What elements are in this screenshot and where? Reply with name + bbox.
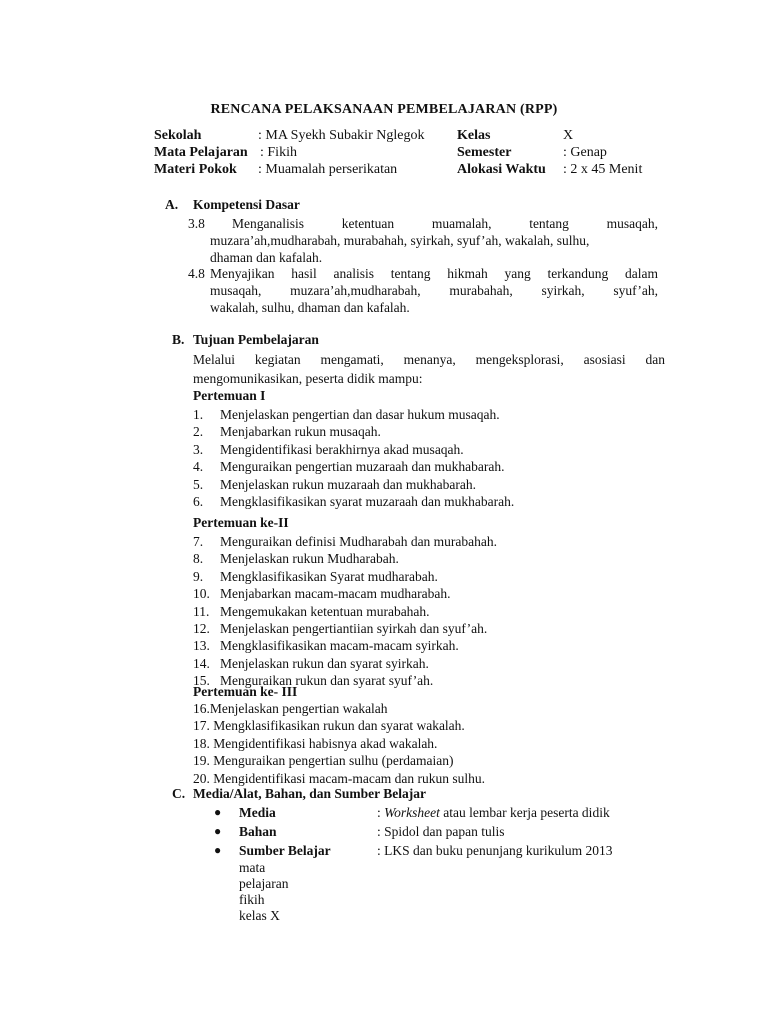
resource-label: Sumber Belajar xyxy=(239,843,331,858)
resource-continuation: mata pelajaran fikih kelas X xyxy=(239,860,289,923)
section-a-heading xyxy=(165,197,300,213)
meeting-3-label: Pertemuan ke- III xyxy=(193,684,298,699)
list-item: 18. Mengidentifikasi habisnya akad wakalah. xyxy=(193,735,438,751)
label-kelas: Kelas xyxy=(457,128,491,143)
bullet-icon: ● xyxy=(214,843,222,857)
kd-number: 3.8 xyxy=(188,216,205,231)
kd-line: wakalah, sulhu, dhaman dan kafalah. xyxy=(210,300,410,315)
section-c-letter: C. xyxy=(172,786,186,801)
value-sekolah: : MA Syekh Subakir Nglegok xyxy=(258,128,425,143)
label-sekolah: Sekolah xyxy=(154,128,202,143)
section-a-letter: A. xyxy=(165,197,179,212)
kd-item-3-8 xyxy=(188,215,658,267)
list-item: 7. Menguraikan definisi Mudharabah dan murabahah. xyxy=(193,534,498,549)
bullet-icon: ● xyxy=(214,805,222,819)
resource-value: : Worksheet atau lembar kerja peserta didik xyxy=(377,805,610,820)
section-b-heading xyxy=(172,332,319,348)
section-c-heading xyxy=(172,786,426,802)
section-b-title: Tujuan Pembelajaran xyxy=(193,332,319,347)
value-kelas: X xyxy=(563,128,574,143)
list-item: 10. Menjabarkan macam-macam mudharabah. xyxy=(193,586,451,602)
label-alokasi-waktu: Alokasi Waktu xyxy=(457,162,546,177)
section-c-title: Media/Alat, Bahan, dan Sumber Belajar xyxy=(193,786,427,801)
list-item: 5. Menjelaskan rukun muzaraah dan mukhabarah. xyxy=(193,476,477,492)
meeting-2-label: Pertemuan ke-II xyxy=(193,515,289,530)
value-alokasi-waktu: : 2 x 45 Menit xyxy=(563,162,643,177)
label-materi-pokok: Materi Pokok xyxy=(154,162,237,177)
value-materi-pokok: : Muamalah perserikatan xyxy=(258,162,398,177)
kd-number: 4.8 xyxy=(188,266,205,281)
list-item: 4. Menguraikan pengertian muzaraah dan mukhabarah. xyxy=(193,459,505,475)
list-item: 15. Menguraikan rukun dan syarat syuf’ah. xyxy=(193,673,434,689)
meeting-3-list xyxy=(193,700,485,787)
list-item: 17. Mengklasifikasikan rukun dan syarat wakalah. xyxy=(193,718,465,734)
kd-line: dhaman dan kafalah. xyxy=(210,250,323,265)
meeting-1-label: Pertemuan I xyxy=(193,388,266,403)
section-b-letter: B. xyxy=(172,332,185,347)
section-b-intro: Melalui kegiatan mengamati, menanya, mengeksplorasi, asosiasi dan mengomunikasikan, peserta didik mampu: xyxy=(193,352,665,386)
meeting-2-list xyxy=(193,533,497,690)
meeting-1-list xyxy=(193,406,514,510)
list-item: 6. Mengklasifikasikan syarat muzaraah dan mukhabarah. xyxy=(193,493,515,509)
resource-value: : LKS dan buku penunjang kurikulum 2013 xyxy=(377,843,613,858)
list-item: 13. Mengklasifikasikan macam-macam syirkah. xyxy=(193,638,459,654)
list-item: 9. Mengklasifikasikan Syarat mudharabah. xyxy=(193,568,438,584)
list-item: 14. Menjelaskan rukun dan syarat syirkah. xyxy=(193,655,429,671)
kd-line: musaqah, muzara’ah,mudharabah, murabahah, syirkah, syuf’ah, xyxy=(210,283,658,298)
resource-label: Bahan xyxy=(239,824,277,839)
label-semester: Semester xyxy=(457,145,512,160)
kd-line: Menyajikan hasil analisis tentang hikmah yang terkandung dalam xyxy=(210,266,658,281)
list-item: 20. Mengidentifikasi macam-macam dan rukun sulhu. xyxy=(193,770,486,786)
list-item: 12. Menjelaskan pengertiantiian syirkah dan syuf’ah. xyxy=(193,620,488,636)
kd-item-4-8 xyxy=(188,265,658,317)
value-semester: : Genap xyxy=(563,145,607,160)
list-item: 2. Menjabarkan rukun musaqah. xyxy=(193,424,381,440)
bullet-icon: ● xyxy=(214,824,222,838)
section-a-title: Kompetensi Dasar xyxy=(193,197,300,212)
resource-label: Media xyxy=(239,805,276,820)
label-mata-pelajaran: Mata Pelajaran xyxy=(154,145,248,160)
list-item: 3. Mengidentifikasi berakhirnya akad musaqah. xyxy=(193,441,464,457)
list-item: 8. Menjelaskan rukun Mudharabah. xyxy=(193,551,399,567)
kd-line: Menganalisis ketentuan muamalah, tentang musaqah, xyxy=(232,216,658,231)
document-title: RENCANA PELAKSANAAN PEMBELAJARAN (RPP) xyxy=(210,102,558,117)
list-item: 1. Menjelaskan pengertian dan dasar hukum musaqah. xyxy=(193,407,500,422)
list-item: 19. Menguraikan pengertian sulhu (perdamaian) xyxy=(193,753,454,769)
kd-line: muzara’ah,mudharabah, murabahah, syirkah, syuf’ah, wakalah, sulhu, xyxy=(210,233,590,248)
resource-value: : Spidol dan papan tulis xyxy=(377,824,505,839)
value-mata-pelajaran: : Fikih xyxy=(260,145,297,160)
list-item: 11. Mengemukakan ketentuan murabahah. xyxy=(193,603,430,619)
list-item: 16.Menjelaskan pengertian wakalah xyxy=(193,701,388,716)
